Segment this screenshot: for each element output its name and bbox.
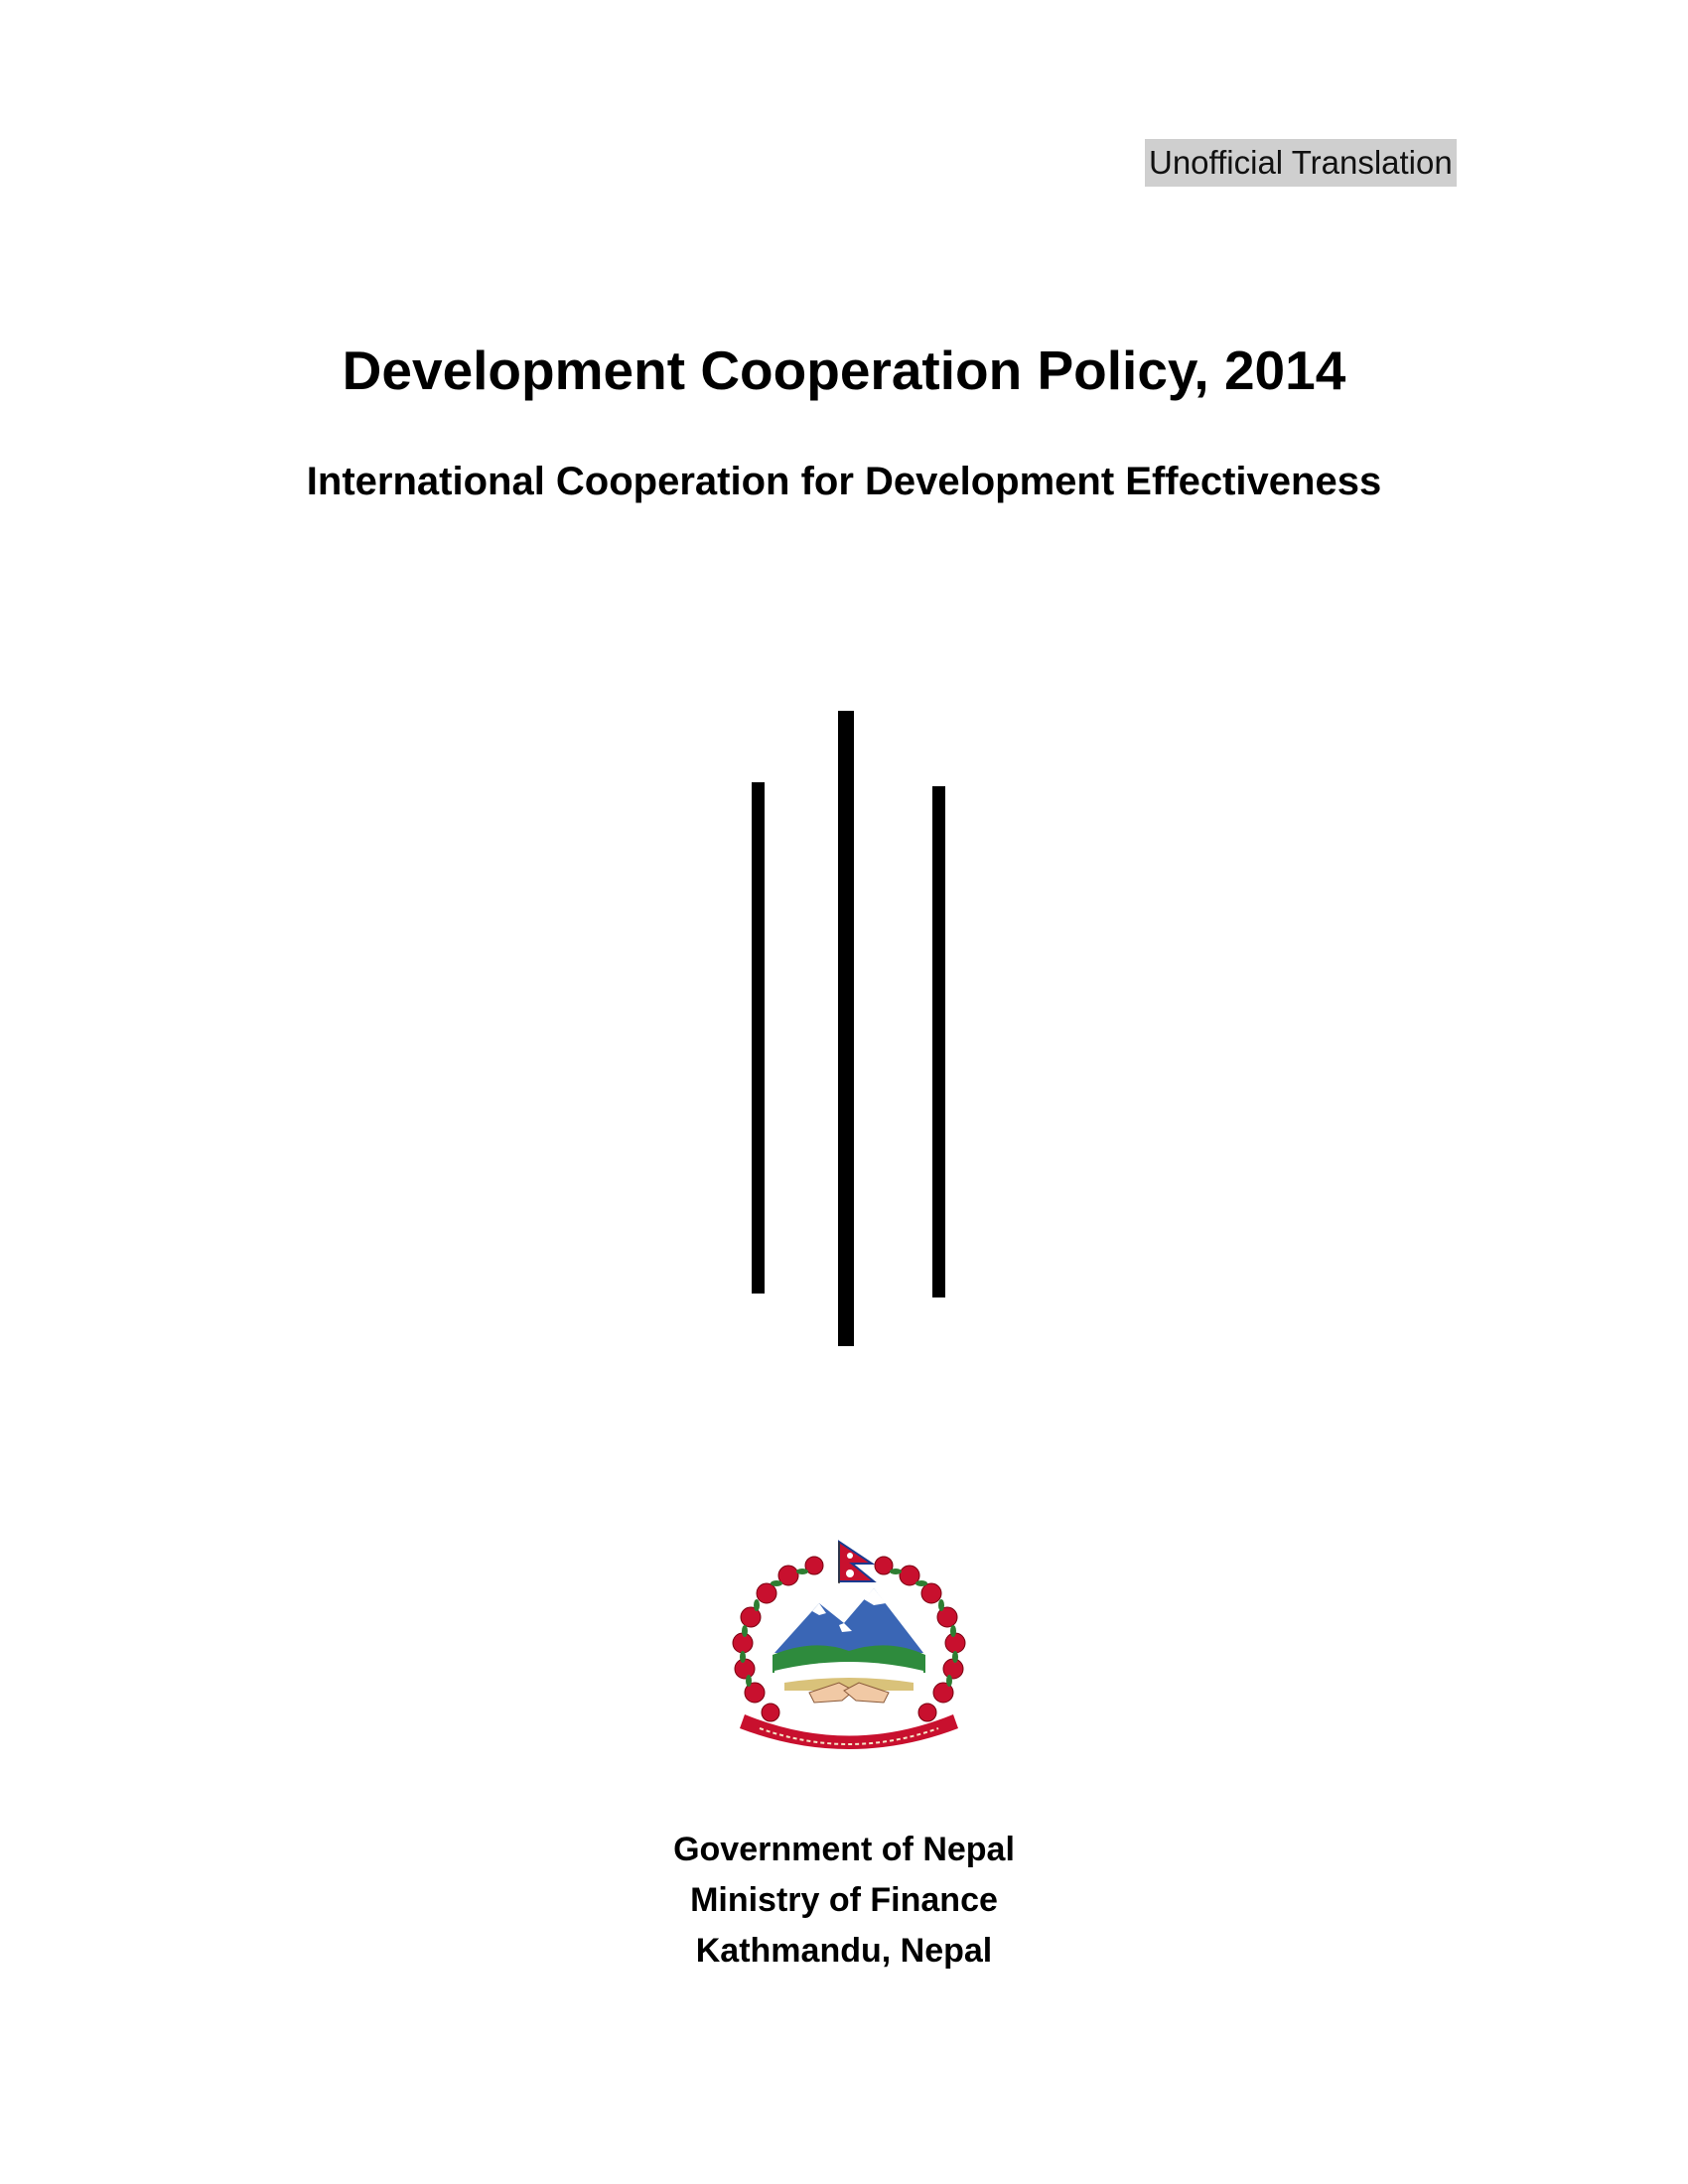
- hills-icon: [773, 1645, 925, 1691]
- publisher-block: [0, 1825, 1688, 1977]
- decorative-bar-middle: [838, 711, 854, 1346]
- mountain-icon: [774, 1588, 923, 1653]
- document-title: Development Cooperation Policy, 2014: [342, 340, 1346, 401]
- unofficial-translation-badge: Unofficial Translation: [1145, 139, 1457, 187]
- document-subtitle: International Cooperation for Development Effectiveness: [306, 460, 1382, 503]
- decorative-bar-right: [932, 786, 945, 1297]
- nepal-coat-of-arms-icon: [715, 1534, 983, 1757]
- publisher-government: Government of Nepal: [673, 1831, 1015, 1868]
- publisher-location: Kathmandu, Nepal: [695, 1932, 993, 1970]
- flag-icon: [839, 1542, 874, 1583]
- decorative-bar-left: [752, 782, 765, 1294]
- publisher-ministry: Ministry of Finance: [690, 1881, 998, 1919]
